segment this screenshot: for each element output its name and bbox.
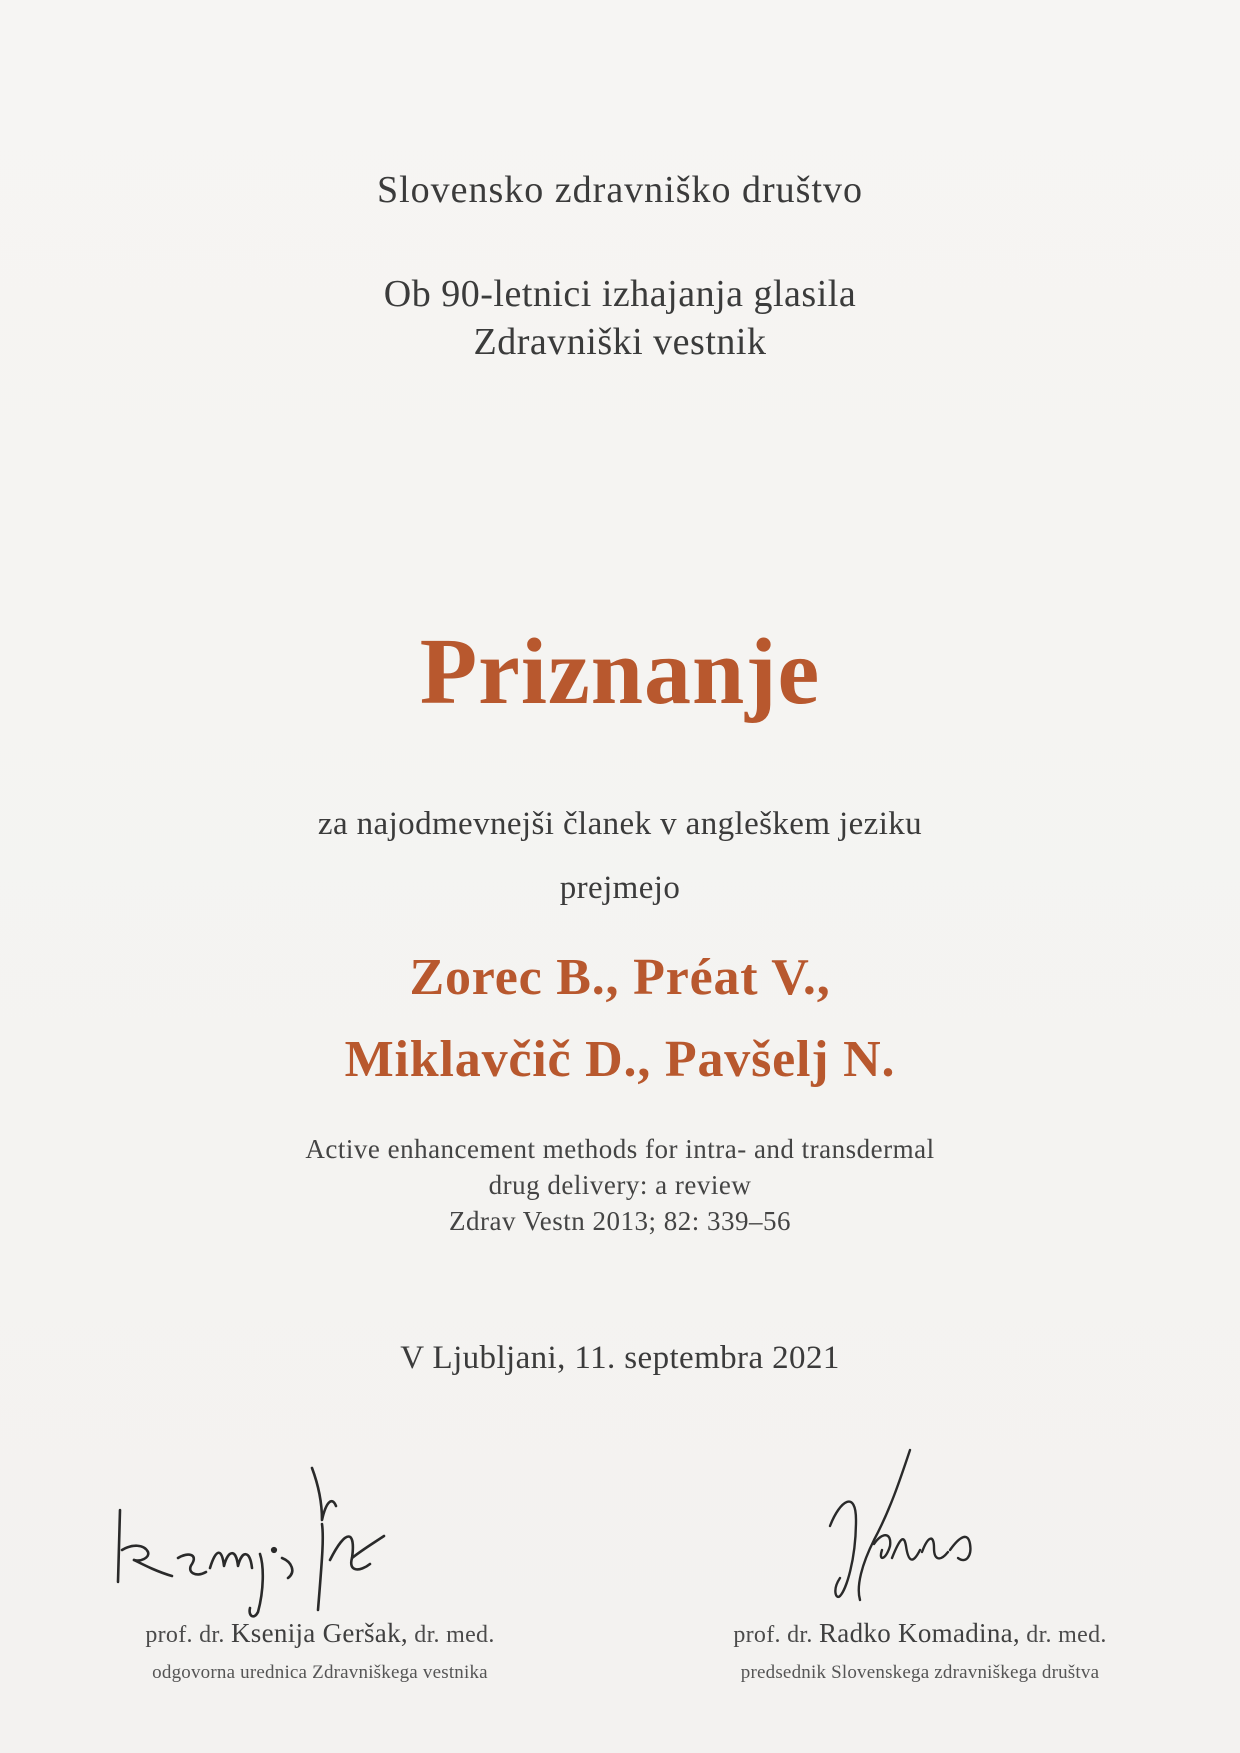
title-suffix-left: dr. med. [414,1622,495,1648]
article-title-line-1: Active enhancement methods for intra- and transdermal [305,1134,935,1164]
recipients-line-1: Zorec B., Préat V., [409,949,831,1006]
title-suffix-right: dr. med. [1026,1622,1107,1648]
signatory-full-name-left: Ksenija Geršak, [231,1618,408,1648]
place-and-date: V Ljubljani, 11. septembra 2021 [400,1340,840,1376]
signatory-name-right [660,1618,1180,1649]
occasion-line-2: Zdravniški vestnik [473,321,767,363]
signatory-role-right: predsednik Slovenskega zdravniškega društva [740,1662,1100,1683]
article-title-line-2: drug delivery: a review [488,1170,752,1200]
signature-block-left [60,1440,580,1710]
signature-block-right [660,1440,1180,1710]
signatory-full-name-right: Radko Komadina, [819,1618,1020,1648]
signatory-name-left [60,1618,580,1649]
handwritten-signature-right [660,1440,1180,1620]
handwritten-signature-left [60,1440,580,1620]
title-prefix-left: prof. dr. [145,1622,225,1648]
signatory-role-left: odgovorna urednica Zdravniškega vestnika [152,1662,488,1683]
award-title: Priznanje [419,620,821,724]
article-citation: Zdrav Vestn 2013; 82: 339–56 [449,1206,791,1236]
occasion-line-1: Ob 90-letnici izhajanja glasila [383,273,857,315]
recipients-label: prejmejo [559,870,681,906]
organization-name: Slovensko zdravniško društvo [376,169,864,211]
recipients-line-2: Miklavčič D., Pavšelj N. [344,1031,896,1088]
award-description: za najodmevnejši članek v angleškem jeziku [317,806,923,842]
title-prefix-right: prof. dr. [733,1622,813,1648]
